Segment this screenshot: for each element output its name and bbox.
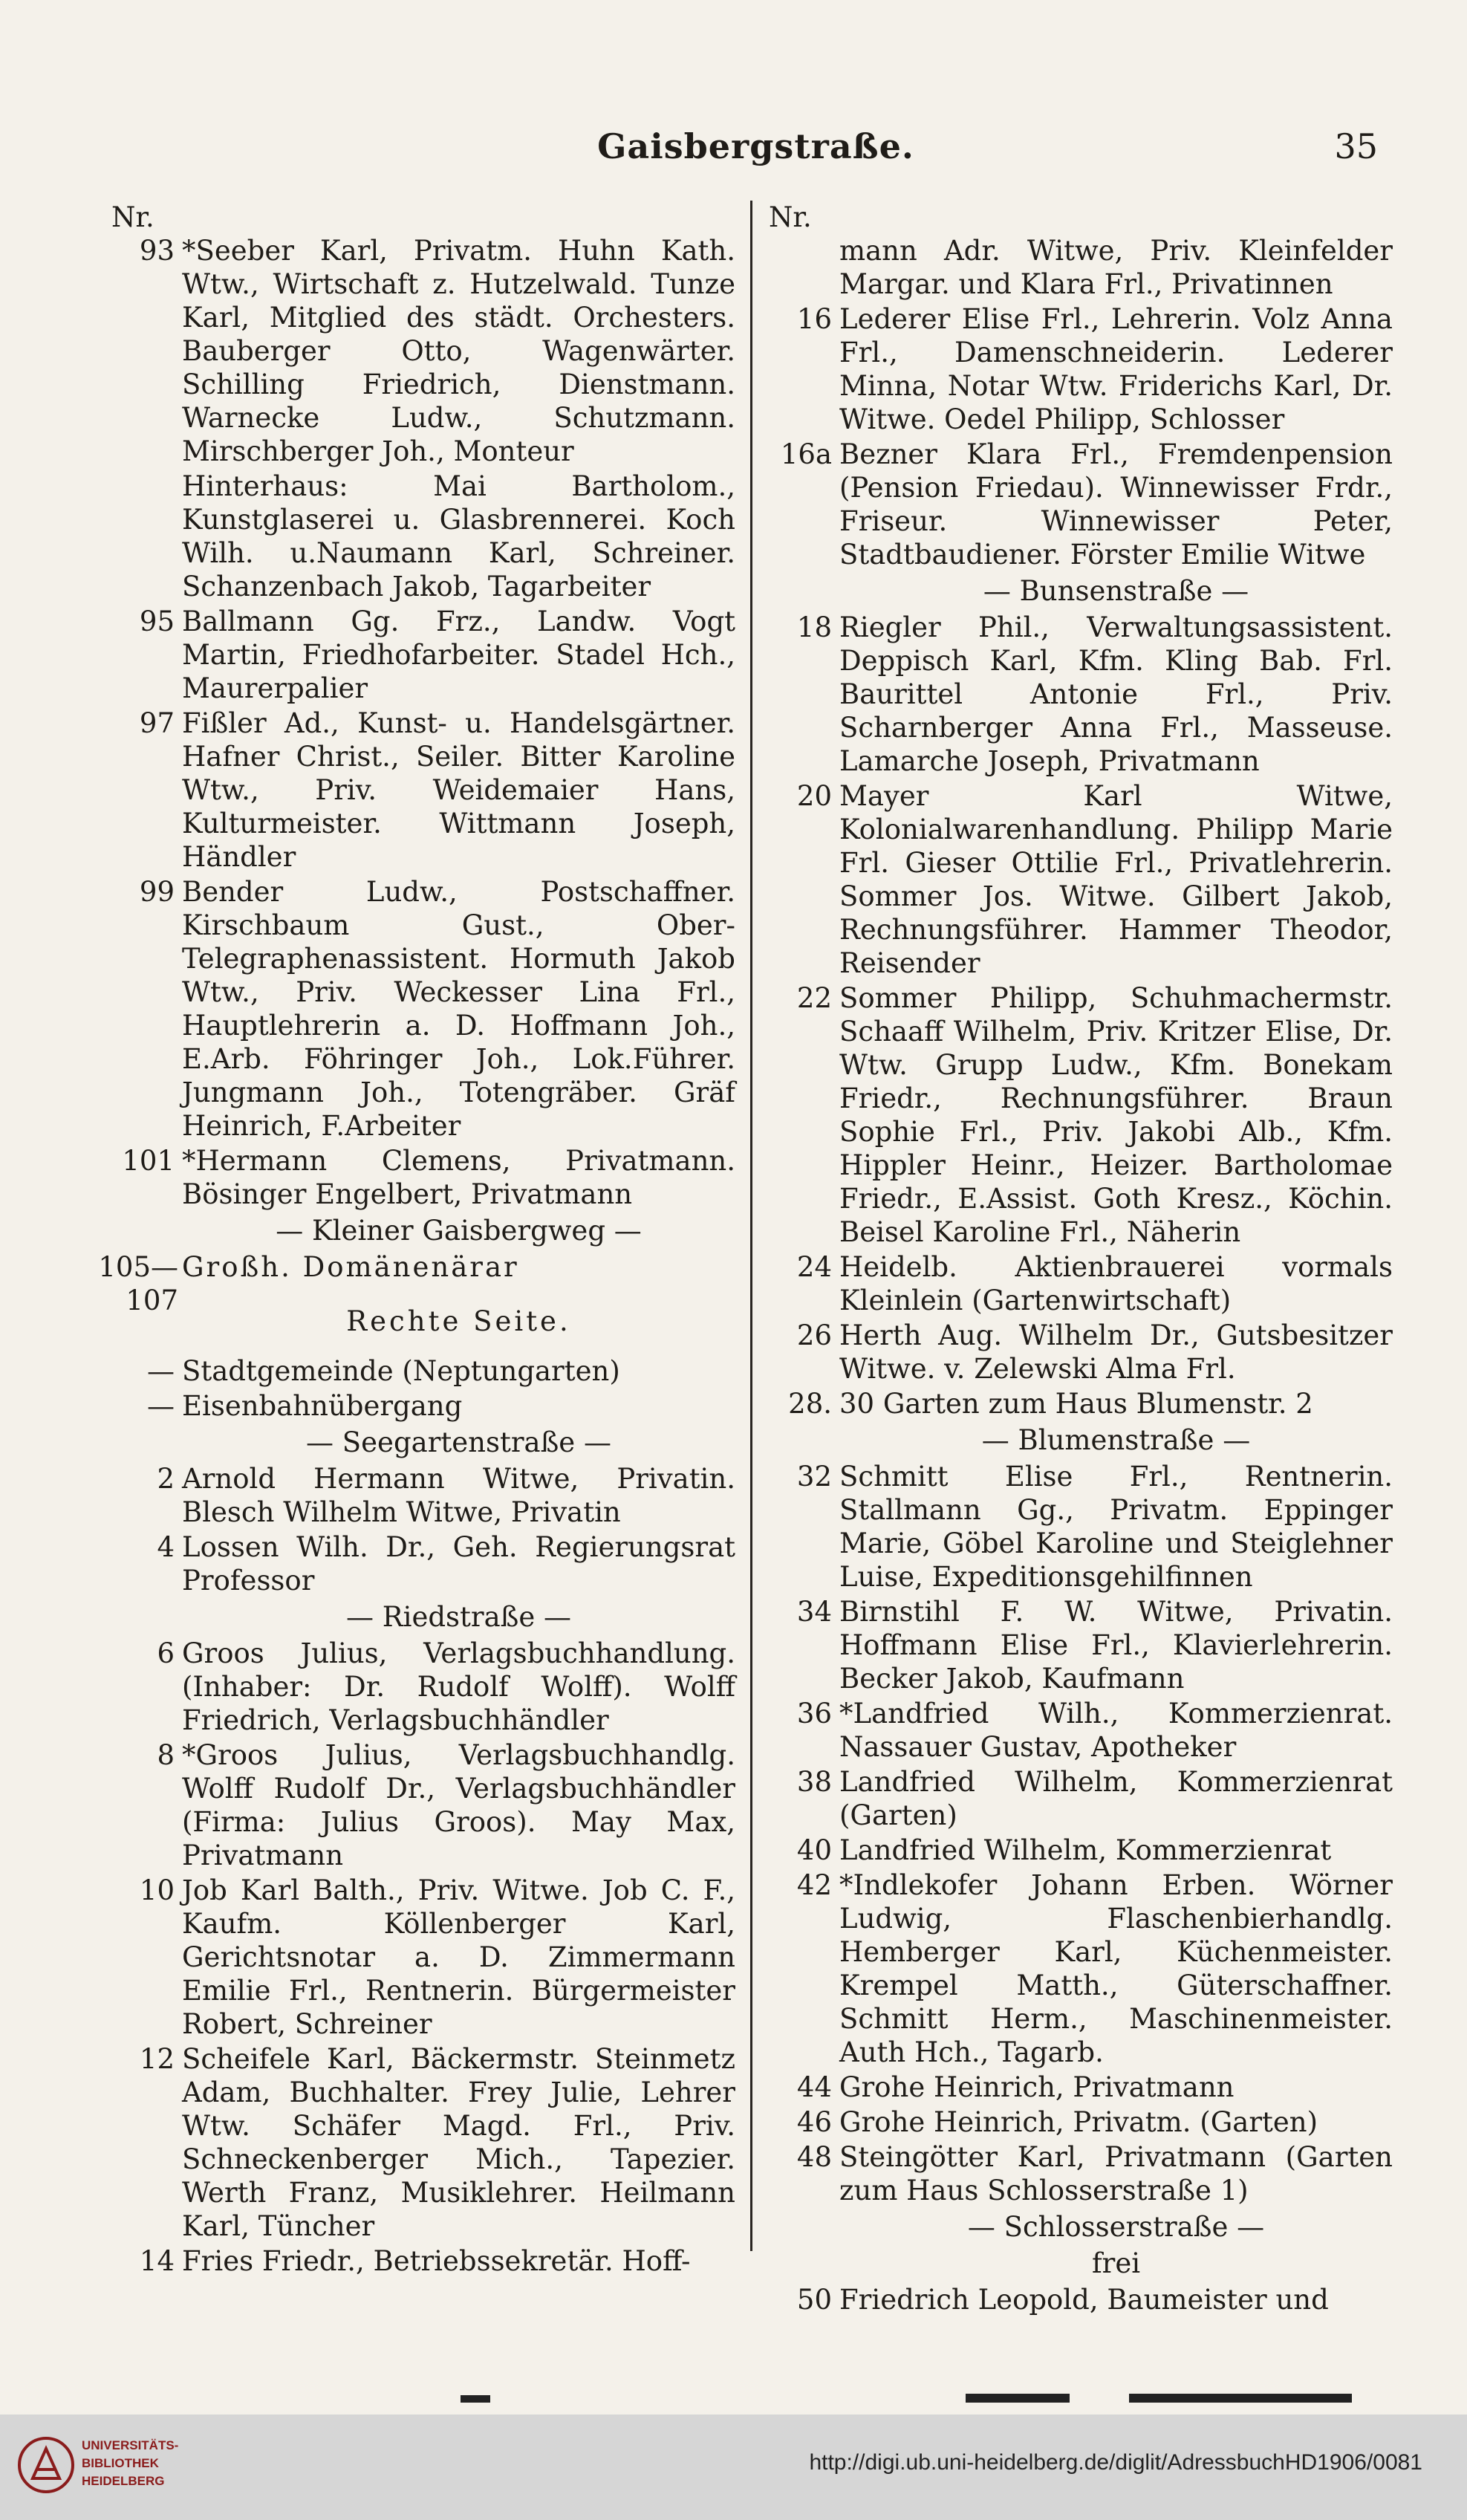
list-item [769, 438, 1393, 571]
house-number: 16 [796, 303, 832, 335]
list-item [769, 1697, 1393, 1764]
list-item [769, 1868, 1393, 2069]
house-number: 10 [139, 1874, 175, 1906]
footer-bar [0, 2415, 1467, 2520]
house-number: 50 [796, 2284, 832, 2316]
house-number: 8 [157, 1739, 175, 1771]
list-item [111, 1354, 735, 1388]
page-number: 35 [1334, 126, 1378, 166]
house-number: 16a [780, 438, 832, 470]
house-number: 12 [139, 2043, 175, 2075]
house-number: 20 [796, 780, 832, 812]
house-number: 40 [796, 1834, 832, 1866]
entry-text: Schmitt Elise Frl., Rentnerin. Stallmann Gg., Privatm. Eppinger Marie, Göbel Karoline und Steiglehner Luise, Expeditionsgehilfinnen [839, 1461, 1393, 1593]
list-item [111, 1144, 735, 1211]
left-column [98, 201, 735, 2279]
street-heading: — Blumenstraße — [981, 1424, 1251, 1456]
page-title: Gaisbergstraße. [597, 126, 914, 166]
right-column [769, 201, 1393, 2318]
entry-text: Job Karl Balth., Priv. Witwe. Job C. F., Kaufm. Köllenberger Karl, Gerichtsnotar a. D. Zimmermann Emilie Frl., Rentnerin. Bürgermeister Robert, Schreiner [182, 1874, 735, 2040]
list-item [111, 1530, 735, 1597]
entry-text: Grohe Heinrich, Privatm. (Garten) [839, 2106, 1318, 2138]
entry-group [111, 1637, 735, 2278]
house-number: 28. [788, 1388, 832, 1420]
entry-text: Landfried Wilhelm, Kommerzienrat (Garten) [839, 1766, 1393, 1831]
entry-text: Birnstihl F. W. Witwe, Privatin. Hoffmann Elise Frl., Klavierlehrerin. Becker Jakob, Kaufmann [839, 1596, 1393, 1695]
logo-line: UNIVERSITÄTS- [82, 2438, 179, 2452]
house-number: 101 [122, 1145, 175, 1177]
entry-group [769, 234, 1393, 571]
entry-text: Herth Aug. Wilhelm Dr., Gutsbesitzer Witwe. v. Zelewski Alma Frl. [839, 1319, 1393, 1385]
entry-text: Groos Julius, Verlagsbuchhandlung. (Inhaber: Dr. Rudolf Wolff). Wolff Friedrich, Verlagsbuchhändler [182, 1637, 735, 1736]
entry-text: Steingötter Karl, Privatmann (Garten zum Haus Schlosserstraße 1) [839, 2141, 1393, 2206]
list-item [111, 1738, 735, 1872]
list-item [769, 1387, 1393, 1420]
house-number: 2 [157, 1463, 175, 1495]
street-heading: — Riedstraße — [345, 1601, 571, 1633]
list-item [111, 2244, 735, 2278]
house-number: 95 [139, 605, 175, 637]
list-item [111, 1462, 735, 1529]
house-number: 34 [796, 1596, 832, 1628]
list-item [111, 875, 735, 1143]
list-item [769, 1765, 1393, 1832]
house-number: 26 [796, 1319, 832, 1351]
logo-line: BIBLIOTHEK [82, 2456, 159, 2470]
entry-text: *Landfried Wilh., Kommerzienrat. Nassauer Gustav, Apotheker [839, 1698, 1393, 1763]
entry-text: Grohe Heinrich, Privatmann [839, 2071, 1235, 2103]
entry-text: *Hermann Clemens, Privatmann. Bösinger Engelbert, Privatmann [182, 1145, 735, 1210]
list-item [769, 2105, 1393, 2139]
entry-text: *Seeber Karl, Privatm. Huhn Kath. Wtw., Wirtschaft z. Hutzelwald. Tunze Karl, Mitglied des städt. Orchesters. Bauberger Otto, Wagenwärter. Schilling Friedrich, Dienstmann. Warnecke Ludw., Schutzmann. Mirschberger Joh., Monteur [182, 235, 735, 467]
house-number: 24 [796, 1251, 832, 1283]
entry-text: *Groos Julius, Verlagsbuchhandlg. Wolff Rudolf Dr., Verlagsbuchhändler (Firma: Julius Groos). May Max, Privatmann [182, 1739, 735, 1871]
house-number: 44 [796, 2071, 832, 2103]
list-item [769, 1834, 1393, 1867]
list-item [769, 1595, 1393, 1695]
list-item [98, 1250, 735, 1316]
house-number: 4 [157, 1531, 175, 1563]
list-item [769, 1460, 1393, 1594]
source-url[interactable]: http://digi.ub.uni-heidelberg.de/diglit/AdressbuchHD1906/0081 [809, 2450, 1422, 2475]
entry-group [111, 234, 735, 1211]
entry-text: Hinterhaus: Mai Bartholom., Kunstglaserei u. Glasbrennerei. Koch Wilh. u.Naumann Karl, Schreiner. Schanzenbach Jakob, Tagarbeiter [182, 470, 735, 603]
list-item [111, 470, 735, 603]
entry-text: Friedrich Leopold, Baumeister und [839, 2284, 1329, 2316]
section-title: Rechte Seite. [346, 1305, 571, 1337]
street-heading: — Kleiner Gaisbergweg — [276, 1215, 642, 1247]
house-number: 42 [796, 1869, 832, 1901]
list-item [111, 1874, 735, 2041]
entry-text: *Indlekofer Johann Erben. Wörner Ludwig, Flaschenbierhandlg. Hemberger Karl, Küchenmeister. Krempel Matth., Güterschaffner. Schmitt Herm., Maschinenmeister. Auth Hch., Tagarb. [839, 1869, 1393, 2068]
house-number: 22 [796, 982, 832, 1014]
house-number: — [147, 1355, 175, 1387]
entry-text: Mayer Karl Witwe, Kolonialwarenhandlung. Philipp Marie Frl. Gieser Ottilie Frl., Privatlehrerin. Sommer Jos. Witwe. Gilbert Jakob, Rechnungsführer. Hammer Theodor, Reisender [839, 780, 1393, 979]
street-heading: — Seegartenstraße — [306, 1426, 611, 1458]
list-item [769, 302, 1393, 436]
list-item [111, 1389, 735, 1423]
list-item [769, 1319, 1393, 1386]
next-page-edge [461, 2392, 1426, 2406]
house-number: 93 [139, 235, 175, 267]
entry-text: Lederer Elise Frl., Lehrerin. Volz Anna Frl., Damenschneiderin. Lederer Minna, Notar Wtw. Friderichs Karl, Dr. Witwe. Oedel Philipp, Schlosser [839, 303, 1393, 435]
vacant-note: frei [1091, 2247, 1141, 2279]
house-number: 6 [157, 1637, 175, 1669]
list-item [769, 2140, 1393, 2207]
entry-text: Fries Friedr., Betriebssekretär. Hoff- [182, 2245, 691, 2277]
entry-text: Lossen Wilh. Dr., Geh. Regierungsrat Professor [182, 1531, 735, 1597]
entry-text: Bezner Klara Frl., Fremdenpension (Pension Friedau). Winnewisser Frdr., Friseur. Winnewisser Peter, Stadtbaudiener. Förster Emilie Witwe [839, 438, 1393, 571]
house-number: 48 [796, 2141, 832, 2173]
list-item [769, 779, 1393, 980]
entry-text: Fißler Ad., Kunst- u. Handelsgärtner. Hafner Christ., Seiler. Bitter Karoline Wtw., Priv. Weidemaier Hans, Kulturmeister. Wittmann Joseph, Händler [182, 707, 735, 873]
list-item [111, 2042, 735, 2243]
house-number: 18 [796, 611, 832, 643]
entry-group [769, 611, 1393, 1420]
entry-text: Scheifele Karl, Bäckermstr. Steinmetz Adam, Buchhalter. Frey Julie, Lehrer Wtw. Schäfer Magd. Frl., Priv. Schneckenberger Mich., Tapezier. Werth Franz, Musiklehrer. Heilmann Karl, Tüncher [182, 2043, 735, 2242]
list-item [769, 611, 1393, 778]
entry-text: Großh. Domänenärar [182, 1251, 519, 1283]
entry-text: Bender Ludw., Postschaffner. Kirschbaum Gust., Ober-Telegraphenassistent. Hormuth Jakob Wtw., Priv. Weckesser Lina Frl., Hauptlehrerin a. D. Hoffmann Joh., E.Arb. Föhringer Joh., Lok.Führer. Jungmann Joh., Totengräber. Gräf Heinrich, F.Arbeiter [182, 876, 735, 1142]
entry-text: Sommer Philipp, Schuhmachermstr. Schaaff Wilhelm, Priv. Kritzer Elise, Dr. Wtw. Grupp Ludw., Kfm. Bonekam Friedr., Rechnungsführer. Braun Sophie Frl., Priv. Jakobi Alb., Kfm. Hippler Heinr., Heizer. Bartholomae Friedr., E.Assist. Goth Kresz., Köchin. Beisel Karoline Frl., Näherin [839, 982, 1393, 1248]
entry-text: 30 Garten zum Haus Blumenstr. 2 [839, 1388, 1313, 1420]
entry-text: Ballmann Gg. Frz., Landw. Vogt Martin, Friedhofarbeiter. Stadel Hch., Maurerpalier [182, 605, 735, 704]
house-number: 38 [796, 1766, 832, 1798]
entry-text: Landfried Wilhelm, Kommerzienrat [839, 1834, 1332, 1866]
list-item [111, 605, 735, 705]
house-number: 14 [139, 2245, 175, 2277]
entry-group [111, 1462, 735, 1597]
street-heading: — Bunsenstraße — [983, 575, 1249, 607]
house-number: 105—107 [98, 1251, 178, 1316]
entry-group [769, 1460, 1393, 2207]
entry-text: Heidelb. Aktienbrauerei vormals Kleinlein (Gartenwirtschaft) [839, 1251, 1393, 1316]
nr-label: Nr. [111, 201, 154, 233]
house-number: 32 [796, 1461, 832, 1493]
column-divider [750, 201, 752, 2251]
entry-text: Eisenbahnübergang [182, 1390, 463, 1422]
street-heading: — Schlosserstraße — [967, 2211, 1265, 2243]
house-number: 46 [796, 2106, 832, 2138]
page-header [134, 126, 1378, 178]
entry-text: Riegler Phil., Verwaltungsassistent. Deppisch Karl, Kfm. Kling Bab. Frl. Baurittel Antonie Frl., Priv. Scharnberger Anna Frl., Masseuse. Lamarche Joseph, Privatmann [839, 611, 1393, 777]
house-number: — [147, 1390, 175, 1422]
entry-text: Stadtgemeinde (Neptungarten) [182, 1355, 620, 1387]
house-number: 97 [139, 707, 175, 739]
logo-line: HEIDELBERG [82, 2474, 165, 2488]
list-item [769, 234, 1393, 301]
library-logo-text [82, 2437, 178, 2490]
list-item [111, 234, 735, 468]
list-item [769, 2283, 1393, 2316]
list-item [769, 2071, 1393, 2104]
university-seal-icon [16, 2435, 76, 2495]
nr-label: Nr. [769, 201, 812, 233]
entry-text: Arnold Hermann Witwe, Privatin. Blesch Wilhelm Witwe, Privatin [182, 1463, 735, 1528]
list-item [111, 707, 735, 874]
entry-group [111, 1354, 735, 1423]
house-number: 36 [796, 1698, 832, 1730]
list-item [111, 1637, 735, 1737]
entry-text: mann Adr. Witwe, Priv. Kleinfelder Margar. und Klara Frl., Privatinnen [839, 235, 1393, 300]
list-item [769, 1250, 1393, 1317]
entry-group [769, 2283, 1393, 2316]
house-number: 99 [139, 876, 175, 908]
list-item [769, 981, 1393, 1249]
